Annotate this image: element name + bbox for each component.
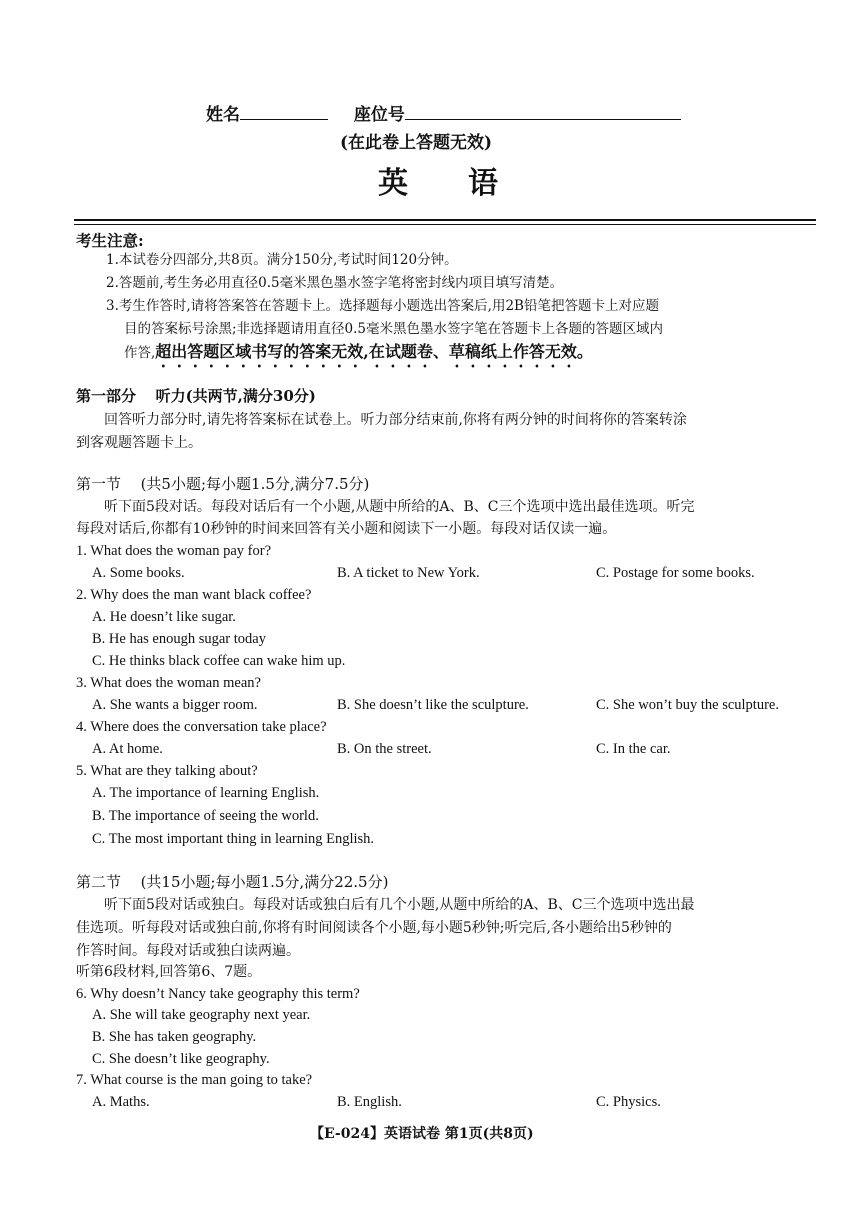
section2-intro-line-2: 佳选项。听每段对话或独白前,你将有时间阅读各个小题,每小题5秒钟;听完后,各小题给出5秒钟的 [76,920,672,936]
header-rule-thick [74,219,816,221]
notice-heading: 考生注意: [76,231,144,250]
notice-item-3-line-2: 目的答案标号涂黑;非选择题请用直径0.5毫米黑色墨水签字笔在答题卡上各题的答题区域内 [124,321,664,337]
part1-heading-label: 第一部分 [76,387,137,405]
notice-item-1: 1.本试卷分四部分,共8页。满分150分,考试时间120分钟。 [106,252,458,268]
part1-intro-line-2: 到客观题答题卡上。 [76,435,202,451]
part1-heading-detail: 听力(共两节,满分30分) [155,387,316,405]
q1-option-a: A. Some books. [92,565,185,581]
q3-option-a: A. She wants a bigger room. [92,697,258,713]
q2-option-a: A. He doesn’t like sugar. [92,609,236,625]
page-footer: 【E-024】英语试卷 第1页(共8页) [310,1126,534,1142]
section2-heading-label: 第二节 [76,873,122,891]
q4-stem: 4. Where does the conversation take place? [76,719,327,735]
notice-item-2: 2.答题前,考生务必用直径0.5毫米黑色墨水签字笔将密封线内项目填写清楚。 [106,275,564,291]
seat-blank [405,103,681,120]
notice-item-3-prefix: 作答, [124,345,156,361]
exam-title: 英语 [378,166,558,201]
q6-stem: 6. Why doesn’t Nancy take geography this term? [76,986,360,1002]
section2-heading [76,872,388,892]
seat-label: 座位号 [353,105,405,125]
header-rule-thin [74,224,816,225]
section1-intro-line-2: 每段对话后,你都有10秒钟的时间来回答有关小题和阅读下一小题。每段对话仅读一遍。 [76,521,617,537]
q4-option-b: B. On the street. [337,741,432,757]
no-answer-note: (在此卷上答题无效) [340,133,493,153]
q6-option-a: A. She will take geography next year. [92,1007,311,1023]
section1-heading-detail: (共5小题;每小题1.5分,满分7.5分) [140,475,370,493]
part1-heading [76,386,316,406]
section2-material-note: 听第6段材料,回答第6、7题。 [76,964,262,980]
section1-heading-label: 第一节 [76,475,122,493]
q1-option-c: C. Postage for some books. [596,565,755,581]
section2-heading-detail: (共15小题;每小题1.5分,满分22.5分) [140,873,389,891]
q7-option-a: A. Maths. [92,1094,150,1110]
q1-stem: 1. What does the woman pay for? [76,543,272,559]
notice-item-3-line-1: 3.考生作答时,请将答案答在答题卡上。选择题每小题选出答案后,用2B铅笔把答题卡上对应题 [106,298,659,314]
q7-stem: 7. What course is the man going to take? [76,1072,313,1088]
q4-option-a: A. At home. [92,741,163,757]
q2-stem: 2. Why does the man want black coffee? [76,587,312,603]
section2-intro-line-1: 听下面5段对话或独白。每段对话或独白后有几个小题,从题中所给的A、B、C三个选项中选出最 [104,897,695,913]
q7-option-c: C. Physics. [596,1094,661,1110]
q5-option-b: B. The importance of seeing the world. [92,808,319,824]
name-blank [240,103,328,120]
header-name-seat-row [206,100,681,125]
section1-intro-line-1: 听下面5段对话。每段对话后有一个小题,从题中所给的A、B、C三个选项中选出最佳选项。听完 [104,499,695,515]
q5-option-a: A. The importance of learning English. [92,785,320,801]
q3-stem: 3. What does the woman mean? [76,675,261,691]
section1-heading [76,474,369,494]
q6-option-c: C. She doesn’t like geography. [92,1051,270,1067]
section2-intro-line-3: 作答时间。每段对话或独白读两遍。 [76,943,300,959]
q1-option-b: B. A ticket to New York. [337,565,480,581]
q6-option-b: B. She has taken geography. [92,1029,257,1045]
part1-intro-line-1: 回答听力部分时,请先将答案标在试卷上。听力部分结束前,你将有两分钟的时间将你的答案转涂 [104,412,687,428]
q5-option-c: C. The most important thing in learning English. [92,831,375,847]
notice-item-3-line-3 [124,342,593,371]
q7-option-b: B. English. [337,1094,402,1110]
name-label: 姓名 [206,105,240,125]
q5-stem: 5. What are they talking about? [76,763,258,779]
q2-option-b: B. He has enough sugar today [92,631,266,647]
q3-option-c: C. She won’t buy the sculpture. [596,697,779,713]
q3-option-b: B. She doesn’t like the sculpture. [337,697,529,713]
q2-option-c: C. He thinks black coffee can wake him up. [92,653,346,669]
q4-option-c: C. In the car. [596,741,671,757]
notice-warning: 超出答题区域书写的答案无效,在试题卷、草稿纸上作答无效。 [155,342,593,361]
